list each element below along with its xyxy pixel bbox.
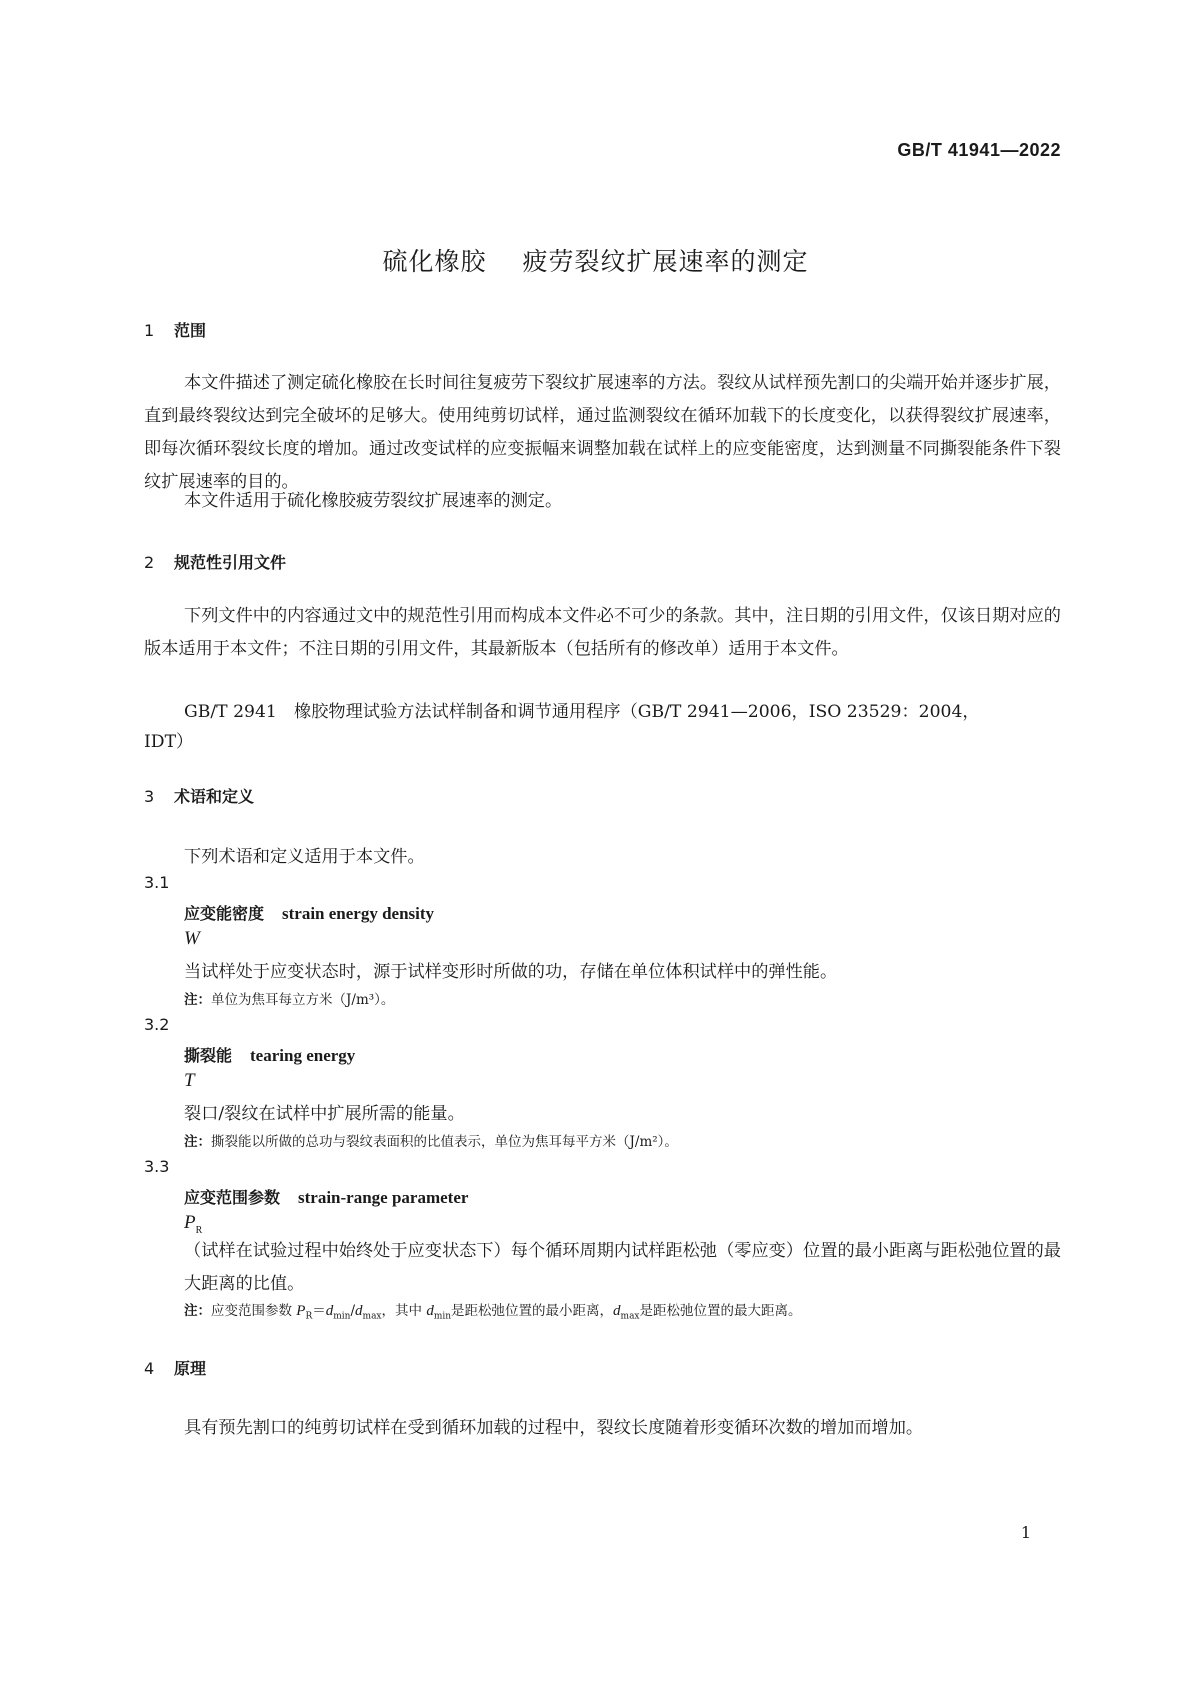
term-en: strain energy density [282,904,435,923]
note-sub-max: max [362,1311,382,1322]
term-3-2-number: 3.2 [144,1015,170,1034]
term-3-3-definition: （试样在试验过程中始终处于应变状态下）每个循环周期内试样距松弛（零应变）位置的最小距离与距松弛位置的最大距离的比值。 [184,1241,1061,1294]
section-2-para-1: 下列文件中的内容通过文中的规范性引用而构成本文件必不可少的条款。其中，注日期的引用文件，仅该日期对应的版本适用于本文件；不注日期的引用文件，其最新版本（包括所有的修改单）适用于本文件。 [144,606,1061,659]
symbol-main: P [184,1212,196,1233]
section-1-para-1: 本文件描述了测定硫化橡胶在长时间往复疲劳下裂纹扩展速率的方法。裂纹从试样预先割口的尖端开始并逐步扩展，直到最终裂纹达到完全破坏的足够大。使用纯剪切试样，通过监测裂纹在循环加载下的长度变化，以获得裂纹扩展速率，即每次循环裂纹长度的增加。通过改变试样的应变振幅来调整加载在试样上的应变能密度，达到测量不同撕裂能条件下裂纹扩展速率的目的。 [144,373,1061,492]
term-3-3-number: 3.3 [144,1157,170,1176]
term-3-1-number: 3.1 [144,873,170,892]
section-2-heading [144,550,286,573]
note-slash: / [350,1303,356,1319]
note-text: 单位为焦耳每立方米（J/m³）。 [211,992,395,1008]
note-end: 是距松弛位置的最大距离。 [639,1303,802,1319]
note-symbol-d: d [325,1303,334,1319]
note-symbol-p-sub: R [305,1311,313,1322]
normative-reference-line-2: IDT） [144,732,194,752]
note-prefix: 应变范围参数 [211,1303,297,1319]
section-number: 4 [144,1359,155,1378]
note-symbol-d: d [426,1303,434,1319]
term-en: strain-range parameter [298,1188,469,1207]
section-title: 术语和定义 [174,787,255,806]
page-number: 1 [1020,1523,1031,1542]
note-sub-max: max [620,1311,640,1322]
term-cn: 应变能密度 [184,904,265,923]
normative-reference-line-1: GB/T 2941 橡胶物理试验方法试样制备和调节通用程序（GB/T 2941—2006，ISO 23529：2004， [184,702,980,722]
note-text: 撕裂能以所做的总功与裂纹表面积的比值表示，单位为焦耳每平方米（J/m²）。 [211,1134,678,1150]
note-label: 注： [184,1134,211,1150]
note-equals: ＝ [312,1303,326,1319]
term-3-3-note [184,1299,802,1322]
note-mid-2: 是距松弛位置的最小距离， [451,1303,614,1319]
term-3-2-name [184,1043,355,1066]
term-3-3-name [184,1185,468,1208]
note-mid-1: ，其中 [381,1303,427,1319]
symbol-subscript: R [195,1224,203,1236]
section-number: 3 [144,787,155,806]
section-title: 原理 [174,1359,207,1378]
section-number: 2 [144,553,155,572]
term-3-2-definition: 裂口/裂纹在试样中扩展所需的能量。 [184,1104,465,1124]
document-title [0,242,1191,278]
title-part-1: 硫化橡胶 [382,247,487,276]
term-3-1-symbol: W [184,928,200,949]
term-cn: 应变范围参数 [184,1188,281,1207]
term-3-2-symbol: T [184,1070,195,1091]
note-symbol-p: P [296,1303,306,1319]
standard-number: GB/T 41941—2022 [897,140,1061,160]
note-symbol-d: d [355,1303,363,1319]
note-label: 注： [184,1303,211,1319]
section-title: 范围 [174,321,207,340]
term-3-1-definition: 当试样处于应变状态时，源于试样变形时所做的功，存储在单位体积试样中的弹性能。 [184,962,838,982]
section-number: 1 [144,321,155,340]
section-3-heading [144,784,254,807]
term-3-3-symbol [184,1212,202,1236]
section-title: 规范性引用文件 [174,553,287,572]
term-en: tearing energy [250,1046,356,1065]
title-part-2: 疲劳裂纹扩展速率的测定 [522,247,809,276]
note-sub-min: min [333,1311,351,1322]
section-1-para-2: 本文件适用于硫化橡胶疲劳裂纹扩展速率的测定。 [184,491,563,511]
term-3-2-note [184,1130,678,1150]
term-cn: 撕裂能 [184,1046,233,1065]
note-sub-min: min [433,1311,452,1322]
note-symbol-d: d [613,1303,621,1319]
section-1-heading [144,318,206,341]
section-4-para-1: 具有预先割口的纯剪切试样在受到循环加载的过程中，裂纹长度随着形变循环次数的增加而增加。 [184,1418,924,1438]
note-label: 注： [184,992,211,1008]
section-4-heading [144,1356,206,1379]
term-3-1-note [184,988,394,1008]
term-3-1-name [184,901,434,924]
section-3-intro: 下列术语和定义适用于本文件。 [184,847,425,867]
